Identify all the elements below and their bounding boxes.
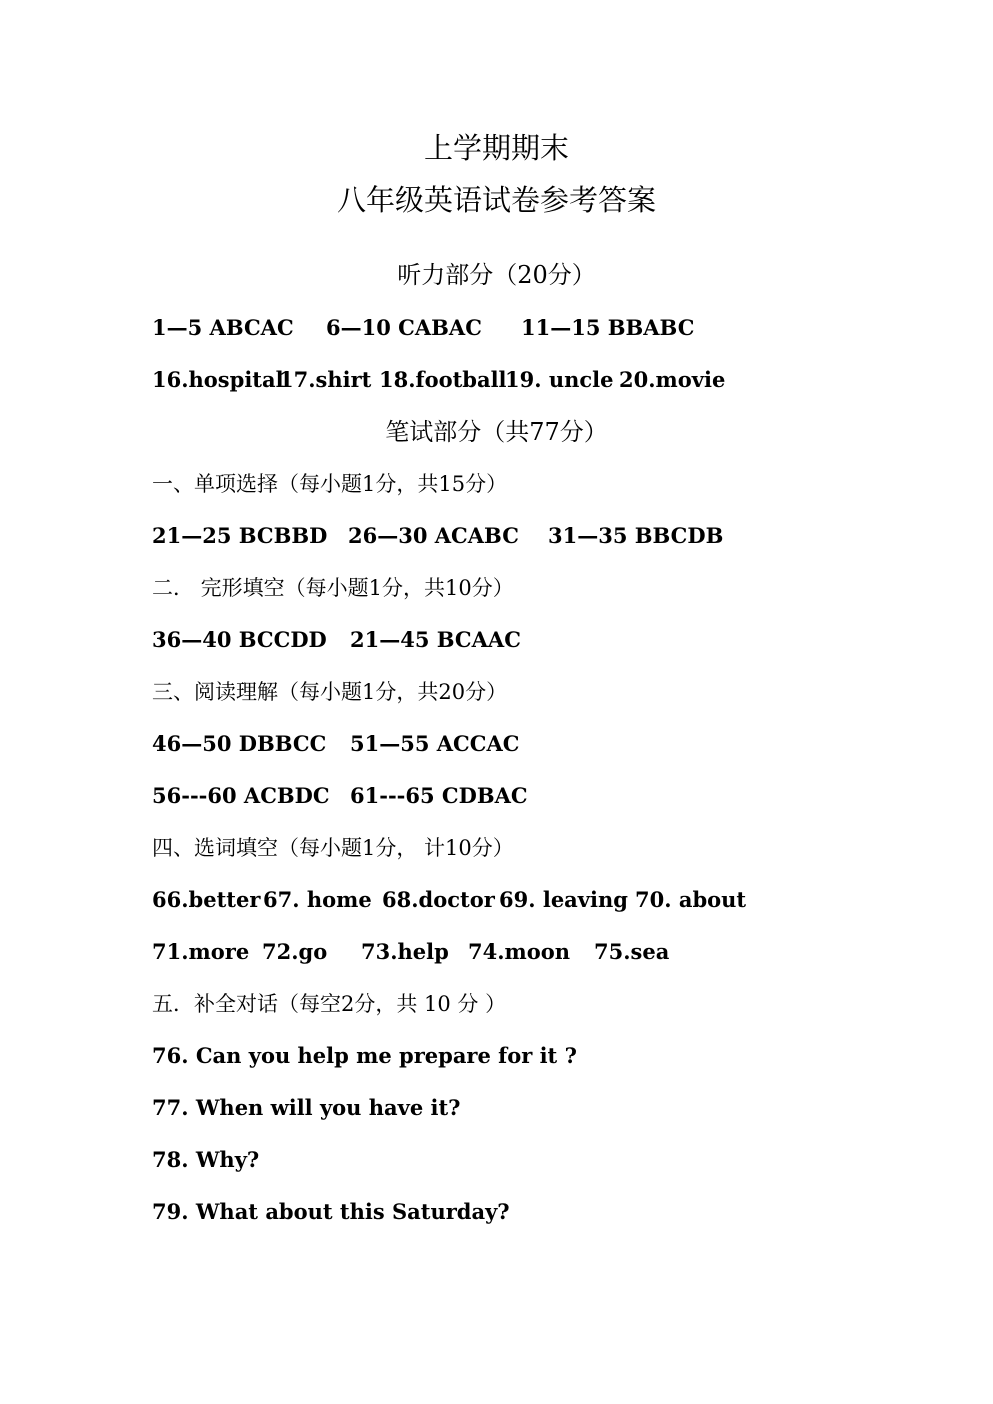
answer-group: 1—5 ABCAC [152,315,294,340]
section-heading-cloze: 二． 完形填空（每小题1分，共10分） [152,576,514,600]
dialogue-answer-76: 76. Can you help me prepare for it ? [152,1043,577,1068]
answer-item: 16.hospital [152,367,284,392]
single-choice-answers-row [152,522,723,550]
answer-item: 20.movie [619,367,726,392]
answer-item: 68.doctor [382,887,495,912]
answer-group: 6—10 CABAC [326,315,482,340]
listening-section-heading: 听力部分（20分） [397,261,596,289]
written-section-heading: 笔试部分（共77分） [385,418,608,446]
answer-item: 66.better [152,887,261,912]
answer-group: 61---65 CDBAC [350,783,528,808]
answer-item: 70. about [635,887,747,912]
dialogue-answer-77: 77. When will you have it? [152,1095,461,1120]
answer-group: 21—25 BCBBD [152,523,328,548]
cloze-answers-row [152,626,521,654]
answer-group: 56---60 ACBDC [152,783,330,808]
word-choice-answers-row-2 [152,938,669,966]
section-heading-dialogue: 五．补全对话（每空2分，共 10 分 ） [152,992,507,1016]
dialogue-answer-78: 78. Why? [152,1147,260,1172]
answer-group: 21—45 BCAAC [350,627,521,652]
section-heading-reading: 三、阅读理解（每小题1分，共20分） [152,680,508,704]
answer-item: 67. home [263,887,372,912]
answer-item: 18.football [379,367,507,392]
answer-group: 26—30 ACABC [348,523,519,548]
answer-item: 19. uncle [505,367,614,392]
listening-answers-row-1 [152,314,694,342]
section-heading-single-choice: 一、单项选择（每小题1分，共15分） [152,472,508,496]
answer-group: 31—35 BBCDB [548,523,724,548]
answer-item: 73.help [361,939,449,964]
answer-group: 46—50 DBBCC [152,731,327,756]
answer-item: 17.shirt [279,367,372,392]
answer-item: 74.moon [468,939,571,964]
answer-item: 71.more [152,939,250,964]
section-heading-word-choice: 四、选词填空（每小题1分， 计10分） [152,836,514,860]
reading-answers-row-2 [152,782,528,810]
dialogue-answer-79: 79. What about this Saturday? [152,1199,510,1224]
document-title-line2: 八年级英语试卷参考答案 [336,183,656,217]
answer-group: 11—15 BBABC [521,315,695,340]
answer-item: 75.sea [594,939,670,964]
reading-answers-row-1 [152,730,520,758]
answer-item: 69. leaving [499,887,628,912]
answer-group: 36—40 BCCDD [152,627,327,652]
document-title-line1: 上学期期末 [423,131,569,165]
word-choice-answers-row-1 [152,886,746,914]
answer-group: 51—55 ACCAC [350,731,520,756]
listening-answers-row-2 [152,366,725,394]
answer-item: 72.go [262,939,328,964]
